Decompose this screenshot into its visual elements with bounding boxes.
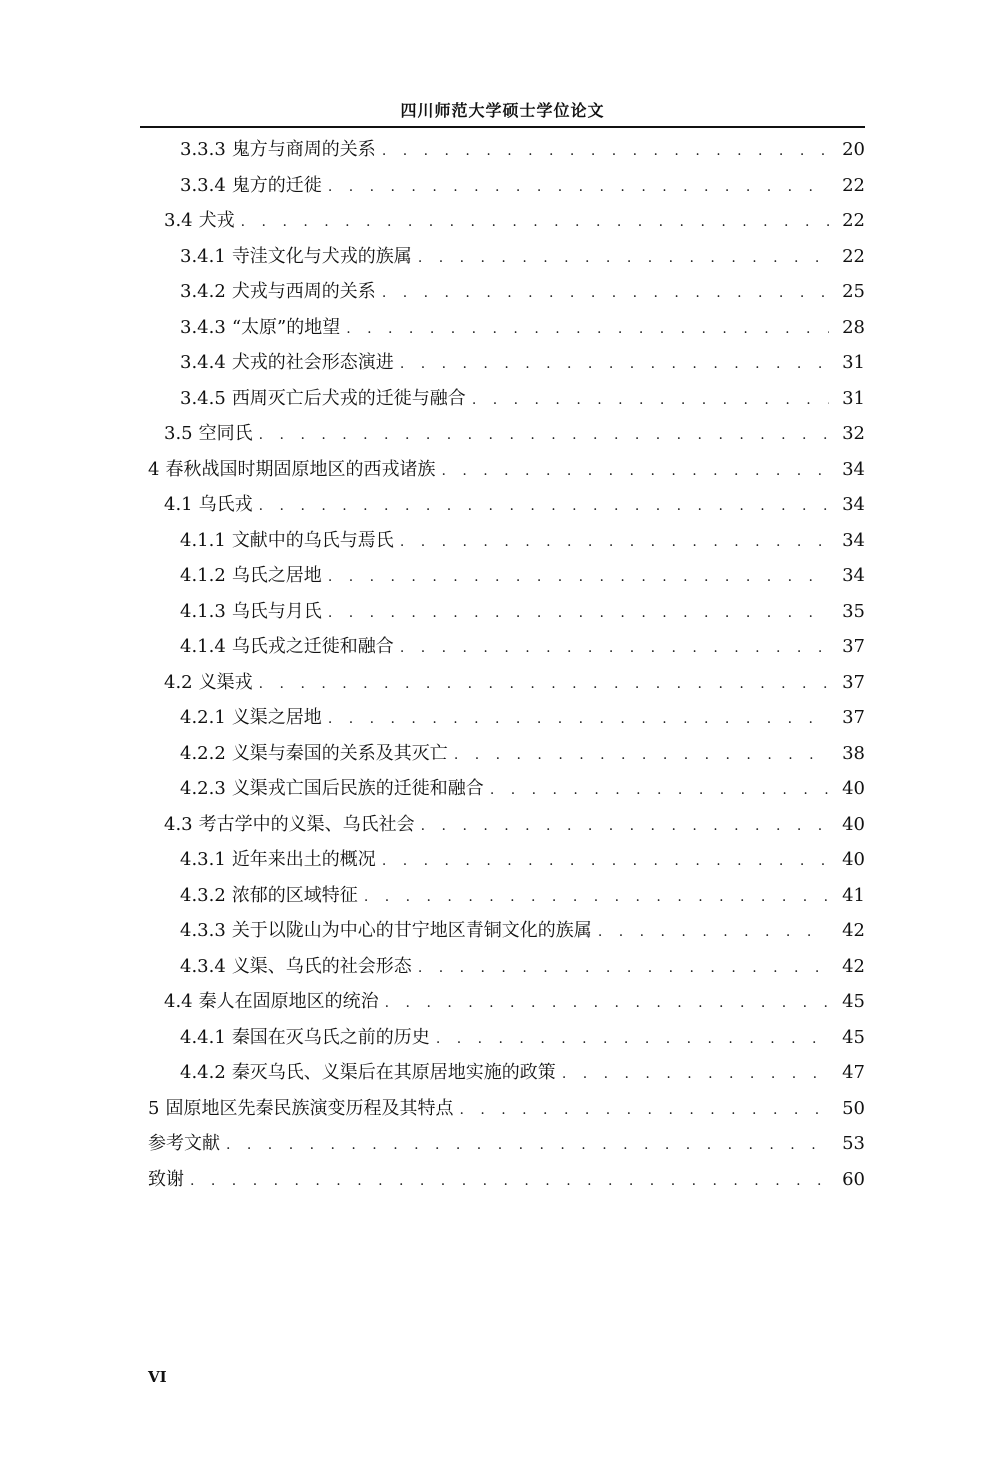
toc-entry-number: 3.3.3: [180, 139, 226, 160]
toc-dot-leader: [400, 347, 829, 383]
toc-entry-title: 鬼方与商周的关系: [231, 139, 376, 160]
toc-entry: [140, 1162, 865, 1198]
page-header: 四川师范大学硕士学位论文: [400, 101, 605, 120]
toc-entry-title: 义渠戎: [198, 671, 253, 693]
toc-entry-number: 3.3.4: [180, 174, 226, 196]
toc-dot-leader: [382, 134, 829, 170]
toc-entry: [140, 700, 865, 736]
toc-dot-leader: [441, 454, 829, 490]
toc-entry: [140, 416, 865, 452]
toc-entry-title: 文献中的乌氏与焉氏: [231, 529, 394, 551]
toc-entry-page: 47: [842, 1062, 865, 1083]
toc-entry-number: 4.3.2: [180, 884, 226, 906]
toc-dot-leader: [400, 525, 829, 561]
toc-entry-page: 20: [842, 139, 865, 160]
toc-dot-leader: [328, 170, 829, 206]
toc-entry-title: 义渠、乌氏的社会形态: [231, 955, 412, 977]
toc-entry: [140, 381, 865, 417]
toc-dot-leader: [226, 1128, 829, 1164]
toc-entry-title: 关于以陇山为中心的甘宁地区青铜文化的族属: [231, 920, 592, 941]
toc-dot-leader: [418, 951, 829, 987]
toc-entry: [140, 913, 865, 949]
toc-entry: [140, 594, 865, 630]
toc-entry-number: 4.2: [164, 671, 193, 693]
toc-dot-leader: [259, 667, 829, 703]
toc-dot-leader: [382, 276, 829, 312]
toc-entry: [140, 807, 865, 843]
toc-entry-number: 4.1.4: [180, 636, 226, 657]
toc-entry-number: 4.3.1: [180, 849, 226, 870]
toc-entry: [140, 558, 865, 594]
toc-entry-title: 义渠之居地: [231, 707, 322, 728]
toc-entry-title: 乌氏之居地: [231, 565, 322, 586]
toc-dot-leader: [259, 418, 829, 454]
toc-entry-number: 4.2.1: [180, 707, 226, 728]
toc-entry-title: 固原地区先秦民族演变历程及其特点: [165, 1097, 454, 1119]
toc-entry-number: 3.4.3: [180, 316, 226, 338]
toc-entry: [140, 736, 865, 772]
toc-entry-title: 乌氏与月氏: [231, 600, 322, 622]
toc-entry: [140, 452, 865, 488]
toc-entry-page: 34: [842, 458, 865, 480]
toc-dot-leader: [259, 489, 829, 525]
toc-entry-page: 25: [842, 281, 865, 302]
toc-entry-title: 致谢: [148, 1168, 184, 1190]
toc-entry-title: 犬戎: [198, 210, 235, 231]
toc-entry-number: 4.1.2: [180, 565, 226, 586]
toc-dot-leader: [385, 986, 829, 1022]
toc-dot-leader: [436, 1022, 829, 1058]
toc-entry-number: 4.1.3: [180, 600, 226, 622]
toc-dot-leader: [328, 702, 829, 738]
toc-dot-leader: [454, 738, 829, 774]
toc-entry-title: 犬戎的社会形态演进: [231, 352, 394, 373]
toc-entry-number: 4.4: [164, 991, 193, 1012]
toc-entry-title: 秦国在灭乌氏之前的历史: [231, 1026, 430, 1048]
toc-entry-title: 考古学中的义渠、乌氏社会: [198, 813, 415, 835]
toc-entry-page: 37: [842, 636, 865, 657]
toc-entry: [140, 168, 865, 204]
toc-entry: [140, 203, 865, 239]
toc-entry-title: 参考文献: [148, 1133, 220, 1154]
toc-dot-leader: [598, 915, 829, 951]
toc-entry-number: 3.4: [164, 210, 193, 231]
toc-entry: [140, 310, 865, 346]
toc-entry-page: 28: [842, 316, 865, 338]
toc-entry-number: 3.4.4: [180, 352, 226, 373]
toc-entry: [140, 665, 865, 701]
toc-entry-number: 4.2.3: [180, 778, 226, 799]
toc-entry-page: 22: [842, 174, 865, 196]
toc-entry-title: 义渠戎亡国后民族的迁徙和融合: [231, 778, 484, 799]
toc-entry-title: 春秋战国时期固原地区的西戎诸族: [165, 458, 436, 480]
toc-entry-number: 3.4.2: [180, 281, 226, 302]
toc-entry-page: 40: [842, 849, 865, 870]
toc-entry-title: 鬼方的迁徙: [231, 174, 322, 196]
toc-entry-number: 4.4.2: [180, 1062, 226, 1083]
toc-entry-page: 37: [842, 671, 865, 693]
toc-entry-page: 45: [842, 1026, 865, 1048]
toc-dot-leader: [328, 596, 829, 632]
toc-dot-leader: [190, 1164, 829, 1200]
toc-entry: [140, 629, 865, 665]
toc-entry-page: 31: [842, 352, 865, 373]
toc-entry-title: 西周灭亡后犬戎的迁徙与融合: [231, 387, 466, 409]
toc-dot-leader: [459, 1093, 829, 1129]
toc-entry: [140, 1126, 865, 1162]
toc-entry: [140, 771, 865, 807]
toc-dot-leader: [400, 631, 829, 667]
toc-entry: [140, 345, 865, 381]
toc-entry-number: 3.4.1: [180, 245, 226, 267]
toc-entry-page: 60: [842, 1168, 865, 1190]
toc-entry-page: 32: [842, 423, 865, 444]
toc-entry-title: 空同氏: [198, 423, 253, 444]
toc-entry: [140, 984, 865, 1020]
toc-entry-title: 犬戎与西周的关系: [231, 281, 376, 302]
toc-entry-page: 38: [842, 742, 865, 764]
toc-dot-leader: [328, 560, 829, 596]
toc-entry-page: 34: [842, 529, 865, 551]
toc-entry-page: 42: [842, 955, 865, 977]
toc-entry-page: 41: [842, 884, 865, 906]
toc-entry-title: 秦人在固原地区的统治: [198, 991, 379, 1012]
page-number: VI: [148, 1368, 167, 1386]
toc-entry-page: 22: [842, 245, 865, 267]
toc-entry-page: 34: [842, 494, 865, 515]
toc-dot-leader: [241, 205, 829, 241]
toc-entry-title: 乌氏戎之迁徙和融合: [231, 636, 394, 657]
toc-entry-number: 3.4.5: [180, 387, 226, 409]
toc-entry-page: 22: [842, 210, 865, 231]
toc-entry-number: 4: [148, 458, 160, 480]
toc-entry: [140, 842, 865, 878]
toc-entry-number: 5: [148, 1097, 160, 1119]
toc-entry-number: 4.2.2: [180, 742, 226, 764]
toc-entry-page: 40: [842, 778, 865, 799]
toc-entry: [140, 878, 865, 914]
toc-entry: [140, 487, 865, 523]
toc-entry: [140, 1091, 865, 1127]
toc-entry-number: 4.3.4: [180, 955, 226, 977]
toc-entry-title: 乌氏戎: [198, 494, 253, 515]
toc-entry-page: 34: [842, 565, 865, 586]
toc-entry-number: 4.1.1: [180, 529, 226, 551]
toc-entry: [140, 274, 865, 310]
toc-entry: [140, 1055, 865, 1091]
toc-dot-leader: [346, 312, 829, 348]
toc-entry-title: 义渠与秦国的关系及其灭亡: [231, 742, 448, 764]
toc-dot-leader: [421, 809, 829, 845]
toc-entry-page: 50: [842, 1097, 865, 1119]
toc-dot-leader: [364, 880, 829, 916]
toc-entry-title: 寺洼文化与犬戎的族属: [231, 245, 412, 267]
toc-entry-page: 31: [842, 387, 865, 409]
toc-entry-page: 53: [842, 1133, 865, 1154]
toc-entry-page: 35: [842, 600, 865, 622]
toc-entry: [140, 1020, 865, 1056]
toc-entry-number: 4.1: [164, 494, 193, 515]
toc-dot-leader: [472, 383, 829, 419]
toc-entry-number: 3.5: [164, 423, 193, 444]
toc-entry: [140, 132, 865, 168]
toc-dot-leader: [490, 773, 829, 809]
toc-entry-page: 42: [842, 920, 865, 941]
toc-entry-page: 45: [842, 991, 865, 1012]
toc-entry: [140, 239, 865, 275]
toc-entry: [140, 523, 865, 559]
toc-entry-page: 37: [842, 707, 865, 728]
toc-entry-title: “太原”的地望: [231, 316, 341, 338]
toc-entry-number: 4.3.3: [180, 920, 226, 941]
toc-dot-leader: [418, 241, 829, 277]
toc-entry-number: 4.3: [164, 813, 193, 835]
table-of-contents: [140, 132, 865, 1197]
toc-entry-number: 4.4.1: [180, 1026, 226, 1048]
toc-entry-title: 近年来出土的概况: [231, 849, 376, 870]
header-rule: [140, 126, 865, 128]
toc-dot-leader: [382, 844, 829, 880]
toc-entry-title: 浓郁的区域特征: [231, 884, 358, 906]
toc-entry-title: 秦灭乌氏、义渠后在其原居地实施的政策: [231, 1062, 556, 1083]
toc-entry: [140, 949, 865, 985]
toc-entry-page: 40: [842, 813, 865, 835]
toc-dot-leader: [562, 1057, 829, 1093]
